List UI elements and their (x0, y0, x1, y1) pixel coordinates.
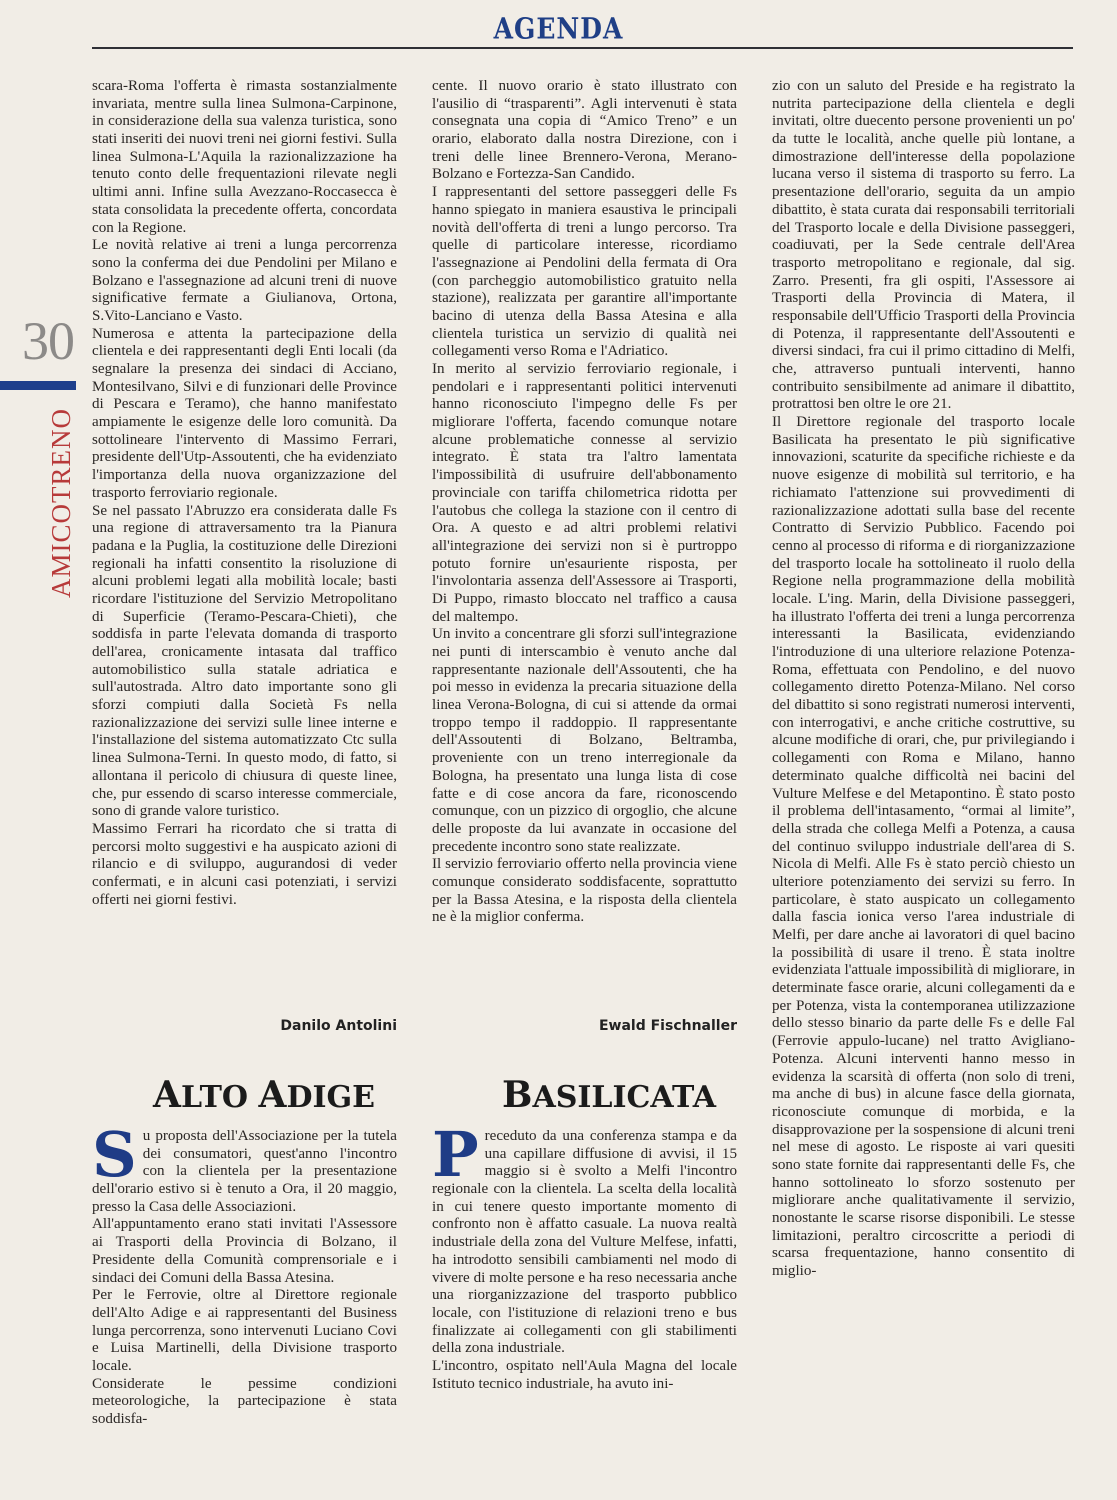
header-rule (92, 47, 1073, 49)
paragraph: In merito al servizio ferroviario regionale, i pendolari e i rappresentanti politici intervenuti hanno riconosciuto l'impegno delle Fs per migliorare l'offerta, facendo comunque notare alcune problematiche connesse al servizio integrato. È stata tra l'altro lamentata l'impossibilità di usufruire dell'abbonamento provinciale con tariffa chilometrica ridotta per l'autobus che collega la stazione con il centro di Ora. A questo e ad altri problemi relativi all'integrazione dei servizi non si è purtroppo potuto fornire un'esauriente risposta, per l'involontaria assenza dell'Assessore ai Trasporti, Di Puppo, rimasto bloccato nel traffico a causa del maltempo. (432, 361, 737, 625)
paragraph: Un invito a concentrare gli sforzi sull'integrazione nei punti di interscambio è venuto anche dal rappresentante nazionale dell'Assoutenti, che ha poi messo in evidenza la precaria situazione della linea Verona-Bologna, di cui si attende da ormai troppo tempo il raddoppio. Il rappresentante dell'Assoutenti di Bolzano, Beltramba, proveniente con un treno interregionale da Bologna, ha presentato una lunga lista di cose fatte e di cose ancora da fare, riconoscendo comunque, con un pizzico di orgoglio, che alcune delle proposte da lui avanzate in occasione del precedente incontro sono state realizzate. (432, 626, 737, 855)
section-header: AGENDA (493, 11, 624, 46)
paragraph: Numerosa e attenta la partecipazione della clientela e dei rappresentanti degli Enti locali (da segnalare la presenza dei sindaci di Acciano, Montesilvano, Silvi e di funzionari delle Province di Pescara e Teramo), che hanno manifestato ampiamente le esigenze delle loro comunità. Da sottolineare l'intervento di Massimo Ferrari, presidente dell'Utp-Assoutenti, che ha evidenziato l'importanza della nuova organizzazione del trasporto ferroviario regionale. (92, 325, 397, 501)
paragraph: Se nel passato l'Abruzzo era considerata dalle Fs una regione di attraversamento tra la Pianura padana e la Puglia, la costituzione delle Direzioni regionali ha infatti consentito la risoluzione di alcuni problemi legati alla mobilità locale; basti ricordare l'istituzione del Servizio Metropolitano di Superficie (Teramo-Pescara-Chieti), che soddisfa in parte l'elevata domanda di trasporto dell'area, cronicamente intasata dal traffico automobilistico sulla statale adriatica e sull'autostrada. Altro dato importante sono gli sforzi compiuti dalla Società Fs nella razionalizzazione dei servizi sulle linee interne e l'installazione del sistema automatizzato Ctc sulla linea Sulmona-Terni. In questo modo, di fatto, si allontana il pericolo di chiusura di queste linee, che, pur essendo di scarso interesse commerciale, sono di grande valore turistico. (92, 502, 397, 820)
page-number: 30 (22, 311, 74, 371)
paragraph: Considerate le pessime condizioni meteorologiche, la partecipazione è stata soddisfa- (92, 1375, 397, 1427)
column-basilicata (432, 1118, 737, 1393)
column-basilicata-continued (772, 78, 1075, 1281)
paragraph: Su proposta dell'Associazione per la tutela dei consumatori, quest'anno l'incontro con la clientela per la presentazione dell'orario estivo si è tenuto a Ora, il 20 maggio, presso la Casa delle Associazioni. (92, 1118, 397, 1215)
paragraph: Il servizio ferroviario offerto nella provincia viene comunque considerato soddisfacente, soprattutto per la Bassa Atesina, e la risposta della clientela ne è la miglior conferma. (432, 856, 737, 926)
author-signature: Ewald Fischnaller (598, 1018, 737, 1034)
paragraph: scara-Roma l'offerta è rimasta sostanzialmente invariata, mentre sulla linea Sulmona-Carpinone, in considerazione della sua valenza turistica, sono stati inseriti dei nuovi treni nei giorni festivi. Sulla linea Sulmona-L'Aquila la razionalizzazione ha tenuto conto delle frequentazioni rilevate negli ultimi anni. Infine sulla Avezzano-Roccasecca è stata consolidata la precedente offerta, concordata con la Regione. (92, 78, 397, 236)
column-alto-adige (92, 1118, 397, 1429)
paragraph: Preceduto da una conferenza stampa e da una capillare diffusione di avvisi, il 15 maggio si è svolto a Melfi l'incontro regionale con la clientela. La scelta della località in cui tenere questo importante momento di confronto non è affatto casuale. La nuova realtà industriale della zona del Vulture Melfese, infatti, ha introdotto sensibili cambiamenti nel modo di vivere di molte persone e ha reso necessaria anche una riorganizzazione del trasporto pubblico locale, con l'istituzione di relazioni treno e bus finalizzate ai collegamenti con gli stabilimenti della zona industriale. (432, 1118, 737, 1357)
paragraph: Per le Ferrovie, oltre al Direttore regionale dell'Alto Adige e ai rappresentanti del Business lunga percorrenza, sono intervenuti Luciano Covi e Luisa Martinelli, della Divisione trasporto locale. (92, 1287, 397, 1374)
paragraph: Il Direttore regionale del trasporto locale Basilicata ha presentato le più significative innovazioni, scaturite da specifiche richieste e da nuove esigenze di mobilità sul territorio, e ha richiamato l'attenzione sui provvedimenti di razionalizzazione adottati sulla base del recente Contratto di Servizio Pubblico. Facendo poi cenno al processo di riforma e di riorganizzazione del trasporto locale ha sottolineato il ruolo della Regione nella programmazione della mobilità locale. L'ing. Marin, della Divisione passeggeri, ha illustrato l'offerta dei treni a lunga percorrenza interessanti la Basilicata, evidenziando l'introduzione di una ulteriore relazione Potenza-Roma, effettuata con Pendolino, e del nuovo collegamento diretto Potenza-Milano. Nel corso del dibattito si sono registrati numerosi interventi, con interrogativi, e anche critiche costruttive, su alcune modifiche di orari, che, pur privilegiando i collegamenti con Roma e Milano, hanno determinato qualche difficoltà nei bacini del Vulture Melfese e del Metapontino. È stato posto il problema dell'intasamento, “ormai al limite”, della strada che collega Melfi a Potenza, a causa del continuo sviluppo industriale dell'area di S. Nicola di Melfi. Alle Fs è stato perciò chiesto un ulteriore potenziamento dei servizi su ferro. In particolare, è stato auspicato un collegamento dalla fascia ionica verso l'area industriale di Melfi, per dare anche ai lavoratori di quel bacino la possibilità di usare il treno. È stata inoltre evidenziata l'attuale impossibilità di migliorare, in determinate fasce orarie, alcuni collegamenti da e per Potenza, vista la contemporanea utilizzazione dello stesso binario da parte delle Fs e delle Fal (Ferrovie appulo-lucane) nel tratto Avigliano-Potenza. Alcuni interventi hanno messo in evidenza la scarsità di offerta (non solo di treni, ma anche di bus) in alcune fasce della giornata, riconosciute comunque di morbida, e la disapprovazione per la sospensione di alcuni treni nel mese di agosto. Le risposte ai vari quesiti sono state fornite dai rappresentanti delle Fs, che hanno sottolineato lo sforzo sostenuto per migliorare anche qualitativamente il servizio, nonostante le scarse risorse disponibili. Le stesse limitazioni, peraltro circoscritte a periodi di scarsa frequentazione, hanno consentito di miglio- (772, 414, 1075, 1280)
paragraph: All'appuntamento erano stati invitati l'Assessore ai Trasporti della Provincia di Bolzano, il Presidente della Comunità comprensoriale e i sindaci dei Comuni della Bassa Atesina. (92, 1216, 397, 1286)
section-title-alto-adige: ALTO ADIGE (153, 1074, 375, 1116)
paragraph: Massimo Ferrari ha ricordato che si tratta di percorsi molto suggestivi e ha auspicato azioni di rilancio e di sviluppo, augurandosi di veder confermati, e in alcuni casi potenziati, i servizi offerti nei giorni festivi. (92, 820, 397, 908)
drop-cap: S (92, 1118, 137, 1191)
section-title-basilicata: BASILICATA (502, 1074, 717, 1116)
paragraph: I rappresentanti del settore passeggeri delle Fs hanno spiegato in maniera esaustiva le principali novità dell'offerta di treni a lungo percorso. Tra quelle di particolare interesse, ricordiamo l'assegnazione ai Pendolini della fermata di Ora (con parcheggio automobilistico gratuito nella stazione), realizzata per garantire all'importante bacino di utenza della Bassa Atesina e alla clientela turistica un servizio di qualità nei collegamenti verso Roma e l'Adriatico. (432, 184, 737, 360)
column-alto-adige-continued (432, 78, 737, 927)
drop-cap: P (432, 1118, 479, 1191)
paragraph: L'incontro, ospitato nell'Aula Magna del locale Istituto tecnico industriale, ha avuto ini- (432, 1357, 737, 1392)
author-signature: Danilo Antolini (280, 1018, 397, 1034)
column-abruzzo-continued (92, 78, 397, 909)
side-accent-bar (0, 381, 76, 390)
magazine-name: AMICOTRENO (46, 408, 76, 598)
paragraph: cente. Il nuovo orario è stato illustrato con l'ausilio di “trasparenti”. Agli intervenuti è stata consegnata una copia di “Amico Treno” e un orario, elaborato dalla nostra Direzione, con i treni delle linee Brennero-Verona, Merano-Bolzano e Fortezza-San Candido. (432, 78, 737, 183)
paragraph: Le novità relative ai treni a lunga percorrenza sono la conferma dei due Pendolini per Milano e Bolzano e l'assegnazione ad alcuni treni di nuove significative fermate a Giulianova, Ortona, S.Vito-Lanciano e Vasto. (92, 237, 397, 324)
magazine-name-vertical (46, 408, 76, 598)
paragraph: zio con un saluto del Preside e ha registrato la nutrita partecipazione della clientela e degli invitati, oltre duecento persone provenienti un po' da tutte le località, anche quelle più lontane, a dimostrazione dell'interesse della popolazione lucana verso il sistema di trasporto su ferro. La presentazione dell'orario, seguita da un ampio dibattito, è stata curata dai responsabili territoriali del Trasporto locale e della Divisione passeggeri, coadiuvati, per la Sede centrale dell'Area trasporto metropolitano e regionale, dal sig. Zarro. Presenti, fra gli ospiti, l'Assessore ai Trasporti della Provincia di Matera, il responsabile dell'Ufficio Trasporti della Provincia di Potenza, il rappresentante dell'Assoutenti e diversi sindaci, fra cui il primo cittadino di Melfi, che, attraverso puntuali interventi, hanno contribuito sensibilmente ad animare il dibattito, protrattosi ben oltre le ore 21. (772, 78, 1075, 413)
